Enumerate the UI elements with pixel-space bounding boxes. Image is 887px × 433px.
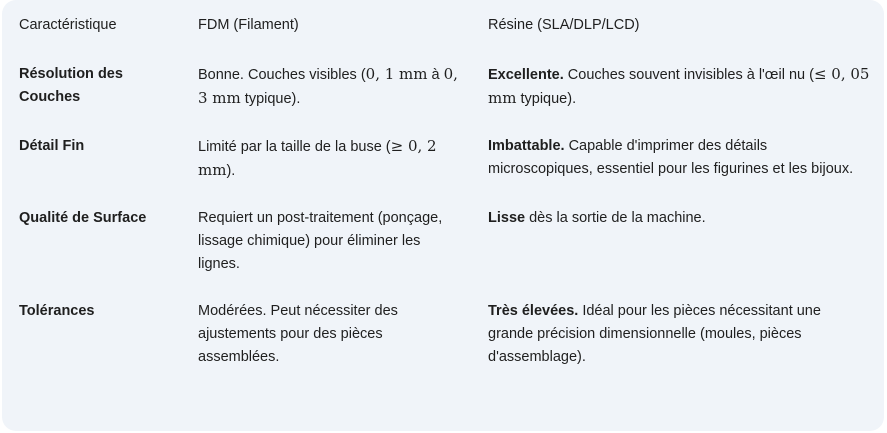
cell-text: Bonne. Couches visibles ( [198, 67, 366, 83]
math-value: ≤ 0, 05 mm [488, 65, 870, 107]
resin-cell [478, 290, 884, 383]
resin-cell [478, 125, 884, 197]
fdm-cell [182, 290, 478, 383]
math-value: 0, 1 mm [365, 65, 428, 83]
cell-text: Capable d'imprimer des détails microscopiques, essentiel pour les figurines et les bijoux. [488, 138, 854, 177]
cell-text: dès la sortie de la machine. [525, 210, 706, 226]
cell-text: Limité par la taille de la buse ( [198, 139, 391, 155]
cell-emphasis: Très élevées. [488, 303, 579, 319]
cell-emphasis: Imbattable. [488, 138, 565, 154]
fdm-cell [182, 51, 478, 125]
resin-cell [478, 197, 884, 290]
cell-emphasis: Lisse [488, 210, 526, 226]
table-row [2, 125, 884, 197]
table-row [2, 197, 884, 290]
fdm-cell [182, 197, 478, 290]
comparison-table [2, 0, 884, 383]
cell-emphasis: Excellente. [488, 67, 564, 83]
cell-text: typique). [240, 91, 301, 107]
header-resin: Résine (SLA/DLP/LCD) [488, 17, 640, 33]
fdm-cell [182, 125, 478, 197]
cell-text: à [427, 67, 444, 83]
row-label: Qualité de Surface [19, 210, 147, 226]
comparison-card [2, 0, 884, 431]
row-label: Résolution des Couches [19, 66, 123, 105]
table-row [2, 290, 884, 383]
row-label: Détail Fin [19, 138, 85, 154]
row-label: Tolérances [19, 303, 95, 319]
cell-text: ). [226, 163, 236, 179]
cell-text: Modérées. Peut nécessiter des ajustements pour des pièces assemblées. [198, 303, 398, 365]
table-row [2, 51, 884, 125]
cell-text: Requiert un post-traitement (ponçage, lissage chimique) pour éliminer les lignes. [198, 210, 443, 272]
resin-cell [478, 51, 884, 125]
cell-text: Couches souvent invisibles à l'œil nu ( [563, 67, 814, 83]
math-value: 0, 3 mm [198, 65, 458, 107]
math-value: ≥ 0, 2 mm [198, 137, 437, 179]
cell-text: Idéal pour les pièces nécessitant une grande précision dimensionnelle (moules, pièces d'assemblage). [488, 303, 821, 365]
table-header-row [2, 0, 884, 51]
cell-text: typique). [516, 91, 577, 107]
header-characteristic: Caractéristique [19, 17, 117, 33]
header-fdm: FDM (Filament) [198, 17, 299, 33]
